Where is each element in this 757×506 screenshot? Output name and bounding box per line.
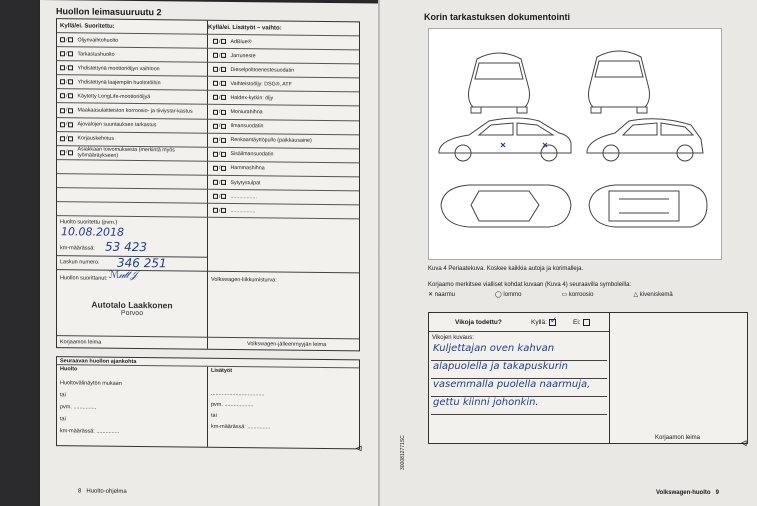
service-row-right-label: Jarruneste — [230, 52, 256, 59]
next-huolto: Huolto — [60, 366, 78, 373]
description-handwritten-line: gettu kiinni johonkin. — [431, 397, 607, 415]
footer-right-text: Volkswagen-huolto — [656, 490, 711, 496]
service-row-left-label: Asiakkaan toivomuksesta (merkintä myös työmääräykseen) — [77, 146, 175, 160]
service-row: / Käytetty LongLife-moottoriöljyä / Haldex-kytkin: öljy — [57, 90, 359, 107]
triangle-marker-right: ◁ — [741, 440, 747, 447]
service-row-left-label: Öljynvaihtohuolto — [77, 36, 119, 44]
next-extra-line: pvm. ................... — [211, 401, 254, 409]
checkbox-yes[interactable] — [213, 81, 218, 86]
service-row-left-label: Korjauskehotus — [77, 135, 114, 143]
checkbox-no[interactable] — [221, 208, 226, 213]
right-page — [380, 0, 757, 506]
invoice-handwritten: 346 251 — [117, 255, 167, 271]
footer-left-text: Huolto-ohjelma — [86, 488, 127, 495]
next-extra-line: km-määrässä: ............... — [211, 423, 271, 431]
no-label: Ei: — [573, 319, 581, 326]
checkbox-no[interactable] — [68, 51, 73, 56]
checkbox-no[interactable] — [221, 109, 226, 114]
checkbox-yes[interactable] — [213, 180, 218, 185]
side-code: 3000812771SC — [400, 435, 406, 470]
service-date-handwritten: 10.08.2018 — [61, 225, 124, 239]
checkbox-yes[interactable] — [213, 123, 218, 128]
km-handwritten: 53 423 — [105, 239, 147, 255]
defects-found-label: Vikoja todettu? — [455, 319, 502, 326]
checkbox-yes[interactable] — [213, 53, 218, 58]
header-extra: Kyllä/ei. Lisätyöt – vaihto: — [208, 24, 282, 32]
service-row-left-label: Käytetty LongLife-moottoriöljyä — [77, 93, 151, 101]
checkbox-no[interactable] — [221, 39, 226, 44]
service-row-left-label: Tarkastushuolto — [77, 51, 115, 58]
symbol-legend — [428, 291, 728, 298]
next-extra-line: ................................... — [211, 390, 265, 398]
service-row: / Yhdistettynä moottoriöljyn vaihtoon / Dieselpolttoenestesuodatin — [57, 61, 359, 78]
checkbox-no[interactable] — [221, 194, 226, 199]
footer-right — [656, 490, 719, 496]
next-service-line: Huoltovälinäytön mukaan — [60, 380, 122, 387]
legend-corrosion: ▭ korroosio — [561, 292, 594, 298]
page-number-9: 9 — [715, 490, 719, 496]
checkbox-yes[interactable] — [213, 39, 218, 44]
service-row-right-label: Dieselpolttoenestesuodatin — [230, 66, 295, 74]
service-row: / Hammashihna — [57, 160, 359, 177]
checkbox-yes[interactable] — [60, 108, 65, 113]
checkbox-yes[interactable] — [213, 138, 218, 143]
legend-dent: ◯ lommo — [495, 292, 522, 298]
checkbox-no[interactable] — [68, 94, 73, 99]
service-row: / ................. — [57, 202, 359, 219]
checkbox-no[interactable] — [221, 124, 226, 129]
checkbox-no[interactable] — [68, 80, 73, 85]
service-row-right-label: Sisäilmansuodatin — [230, 151, 274, 158]
instruction-text: Korjaamo merkitsee vialliset kohdat kuvaan (Kuva 4) seuraavilla symboleilla: — [428, 282, 632, 288]
next-service-line: pvm. ............... — [60, 404, 97, 411]
next-service-title: Seuraavan huollon ajankohta — [57, 357, 359, 368]
service-row-left-label: Maakaasulaitteiston korroosio- ja tiiviystar-kastus — [77, 107, 193, 115]
checkbox-yes[interactable] — [60, 80, 65, 85]
checkbox-yes[interactable] — [213, 166, 218, 171]
defects-table — [428, 312, 748, 444]
checkbox-no[interactable] — [68, 108, 73, 113]
checkbox-no[interactable] — [221, 138, 226, 143]
service-row-right-label: Ilmansuodatin — [230, 123, 264, 130]
no-option — [573, 319, 591, 326]
body-inspection-title: Korin tarkastuksen dokumentointi — [424, 12, 571, 22]
car-outline-svg — [429, 29, 723, 261]
checkbox-yes[interactable] — [60, 37, 65, 42]
next-service-line: tai — [60, 416, 66, 423]
service-row: / Korjauskehotus / Renkaantäyttöpullo (paikkausaine) — [57, 132, 359, 149]
description-handwritten-line: alapuolella ja takapuskurin — [431, 361, 607, 379]
mobility-label: Volkswagen-liikkumisturva: — [211, 276, 277, 284]
checkbox-yes[interactable] — [213, 152, 218, 157]
signature: ℳ𝓊𝓉𝓉 𝒥 — [109, 269, 137, 282]
checkbox-no[interactable] — [68, 37, 73, 42]
service-record-title: Huollon leimasuuruutu 2 — [56, 6, 162, 18]
service-row-left-label: Yhdistettynä moottoriöljyn vaihtoon — [77, 65, 160, 72]
service-row: / .................. — [57, 188, 359, 205]
service-row: / Ajovalojen suuntauksen tarkastus / Ilmansuodatin — [57, 118, 359, 135]
workshop-stamp-label: Korjaamon leima — [60, 339, 102, 346]
service-row-right-label: ................. — [230, 207, 256, 214]
triangle-marker: ◁ — [356, 445, 362, 453]
service-row-right-label: Sytytystulpat — [230, 179, 261, 186]
km-label: km-määrässä: — [60, 245, 95, 252]
description-handwritten-line: vasemmalla puolella naarmuja, — [431, 379, 607, 397]
checkbox-no[interactable] — [68, 150, 73, 155]
checkbox-yes[interactable] — [60, 65, 65, 70]
checkbox-yes[interactable] — [213, 95, 218, 100]
page-number-8: 8 — [78, 488, 82, 495]
service-row-right-label: Vaihteistoöljy: DSG®, ATF — [230, 80, 292, 88]
performer-label: Huollon suorittanut: — [60, 275, 108, 282]
description-label: Vikojen kuvaus: — [432, 335, 474, 341]
next-service-line: tai — [60, 392, 66, 399]
footer-left — [78, 488, 127, 495]
service-row-left-label: Ajovalojen suuntauksen tarkastus — [77, 121, 157, 129]
service-table — [56, 18, 360, 351]
service-row: / Yhdistettynä laajempiin huoltotöihin / Vaihteistoöljy: DSG®, ATF — [57, 75, 359, 92]
service-row-right-label: Hammashihna — [230, 165, 265, 172]
checkbox-yes[interactable] — [213, 67, 218, 72]
service-row-right-label: .................. — [230, 193, 257, 200]
service-date-label: Huolto suoritettu (pvm.) — [60, 219, 118, 226]
figure-caption: Kuva 4 Periaatekuva. Koskee kaikkia autoja ja korimalleja. — [428, 266, 584, 272]
next-extra-line: tai — [211, 412, 217, 419]
checkbox-no[interactable] — [68, 66, 73, 71]
next-service-line: km-määrässä: ............... — [60, 428, 120, 435]
next-extra: Lisätyöt — [211, 367, 233, 375]
no-checkbox[interactable] — [583, 319, 590, 326]
checkbox-no[interactable] — [221, 53, 226, 58]
yes-label: Kyllä: — [531, 319, 547, 326]
checkbox-yes[interactable] — [213, 109, 218, 114]
yes-checkbox[interactable]: ✓ — [549, 316, 558, 326]
checkbox-no[interactable] — [68, 136, 73, 141]
damage-marks — [501, 143, 547, 147]
dealer-stamp-city: Porvoo — [120, 309, 144, 318]
checkbox-no[interactable] — [221, 180, 226, 185]
dealer-stamp-label: Volkswagen-jälleenmyyjän leima — [247, 341, 327, 348]
workshop-stamp-label-right: Korjaamon leima — [655, 435, 701, 441]
checkbox-yes[interactable] — [60, 51, 65, 56]
invoice-label: Laskun numero: — [60, 259, 100, 266]
dealer-stamp — [77, 299, 187, 317]
service-row: / Asiakkaan toivomuksesta (merkintä myös työmääräykseen) / Sisäilmansuodatin — [57, 146, 359, 163]
service-row-right-label: Renkaantäyttöpullo (paikkausaine) — [230, 137, 312, 145]
service-row: / Maakaasulaitteiston korroosio- ja tiiviystar-kastus / Moniurahihna — [57, 104, 359, 121]
checkbox-no[interactable] — [221, 67, 226, 72]
checkbox-yes[interactable] — [60, 122, 65, 127]
checkbox-yes[interactable] — [213, 208, 218, 213]
car-diagram — [428, 28, 722, 260]
legend-scratch: ✕ naarmu — [428, 292, 456, 298]
next-service-table — [56, 356, 360, 449]
service-row: / Öljynvaihtohuolto / AdBlue® — [57, 33, 359, 50]
service-row-left-label: Yhdistettynä laajempiin huoltotöihin — [77, 79, 161, 87]
service-row-right-label: Haldex-kytkin: öljy — [230, 94, 274, 102]
description-handwritten-line: Kuljettajan oven kahvan — [431, 343, 607, 361]
dealer-stamp-name: Autotalo Laakkonen — [91, 299, 173, 311]
checkbox-no[interactable] — [221, 95, 226, 100]
yes-option — [531, 316, 558, 326]
checkbox-yes[interactable] — [60, 150, 65, 155]
service-row-right-label: AdBlue® — [230, 38, 252, 45]
left-page — [40, 0, 380, 506]
legend-stone-chip: △ kiveniskemä — [633, 292, 673, 298]
checkbox-yes[interactable] — [60, 94, 65, 99]
service-row-right-label: Moniurahihna — [230, 109, 263, 116]
checkbox-yes[interactable] — [213, 194, 218, 199]
checkbox-no[interactable] — [221, 166, 226, 171]
checkbox-no[interactable] — [68, 122, 73, 127]
checkbox-yes[interactable] — [60, 136, 65, 141]
service-row: / Sytytystulpat — [57, 174, 359, 191]
header-performed: Kyllä/ei. Suoritettu: — [60, 22, 115, 30]
checkbox-no[interactable] — [221, 81, 226, 86]
checkbox-no[interactable] — [221, 152, 226, 157]
service-row: / Tarkastushuolto / Jarruneste — [57, 47, 359, 64]
